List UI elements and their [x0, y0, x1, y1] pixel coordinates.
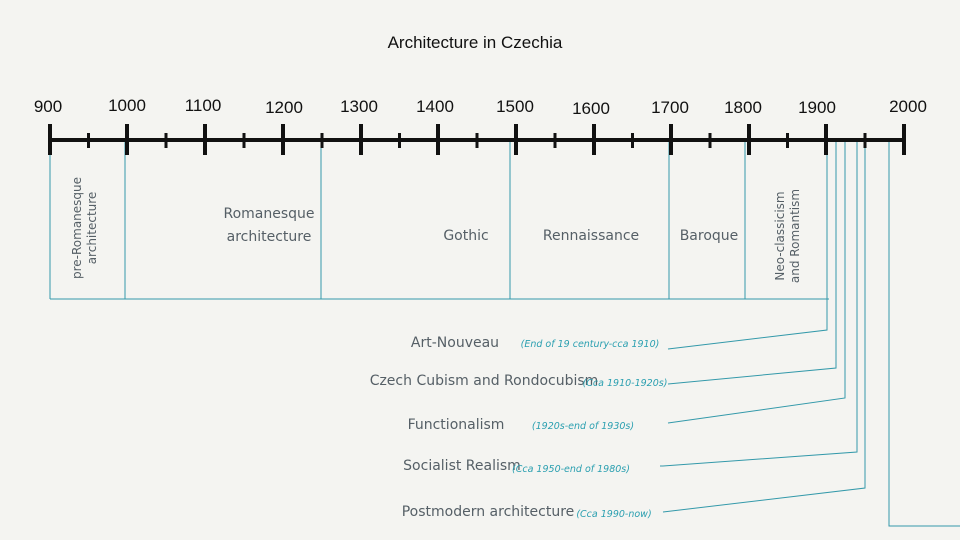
- modern-art-nouveau-period: (End of 19 century-cca 1910): [520, 339, 660, 350]
- era-romanesque-line1: Romanesque: [223, 206, 315, 222]
- era-pre-romanesque: [70, 177, 99, 279]
- bracket-postmodern: [663, 140, 865, 512]
- year-label-1400: 1400: [416, 97, 454, 116]
- year-label-1600: 1600: [572, 99, 610, 118]
- modern-cubism-period: (Cca 1910-1920s): [582, 378, 668, 389]
- modern-postmodern-period: (Cca 1990-now): [576, 509, 652, 520]
- year-label-1500: 1500: [496, 97, 534, 116]
- modern-functionalism-period: (1920s-end of 1930s): [531, 421, 635, 432]
- modern-postmodern-name: Postmodern architecture: [401, 504, 575, 520]
- era-neoclassicism: [773, 189, 802, 283]
- bracket-art-nouveau: [668, 140, 827, 349]
- svg-text:architecture: architecture: [85, 191, 99, 265]
- modern-socialist-realism-period: (Cca 1950-end of 1980s): [512, 464, 630, 475]
- modern-styles: [370, 335, 668, 520]
- year-label-1800: 1800: [724, 98, 762, 117]
- era-baroque: Baroque: [679, 228, 739, 244]
- modern-art-nouveau-name: Art-Nouveau: [410, 335, 500, 351]
- modern-cubism-name: Czech Cubism and Rondocubism: [369, 373, 599, 389]
- modern-socialist-realism-name: Socialist Realism: [403, 458, 521, 474]
- year-label-900: 900: [33, 97, 63, 116]
- bracket-now: [889, 140, 960, 526]
- year-label-1200: 1200: [265, 98, 303, 117]
- year-label-1000: 1000: [108, 96, 146, 115]
- bracket-functionalism: [668, 140, 845, 423]
- svg-text:pre-Romanesque: pre-Romanesque: [70, 176, 84, 280]
- year-label-1100: 1100: [184, 96, 222, 115]
- svg-text:Neo-classicism: Neo-classicism: [773, 191, 787, 281]
- timeline-axis: [50, 124, 905, 155]
- modern-functionalism-name: Functionalism: [407, 417, 505, 433]
- svg-text:and Romantism: and Romantism: [788, 188, 802, 284]
- era-renaissance: Rennaissance: [542, 228, 640, 244]
- era-romanesque-line2: architecture: [226, 229, 312, 245]
- year-label-1700: 1700: [651, 98, 689, 117]
- era-boxes: [50, 140, 829, 299]
- era-gothic: Gothic: [443, 228, 489, 244]
- bracket-cubism: [668, 140, 836, 384]
- era-labels: [70, 177, 802, 283]
- year-label-2000: 2000: [889, 97, 927, 116]
- year-label-1300: 1300: [340, 97, 378, 116]
- modern-brackets: [660, 140, 960, 526]
- year-label-1900: 1900: [798, 98, 836, 117]
- diagram-title: Architecture in Czechia: [387, 33, 563, 52]
- year-labels: [34, 96, 927, 118]
